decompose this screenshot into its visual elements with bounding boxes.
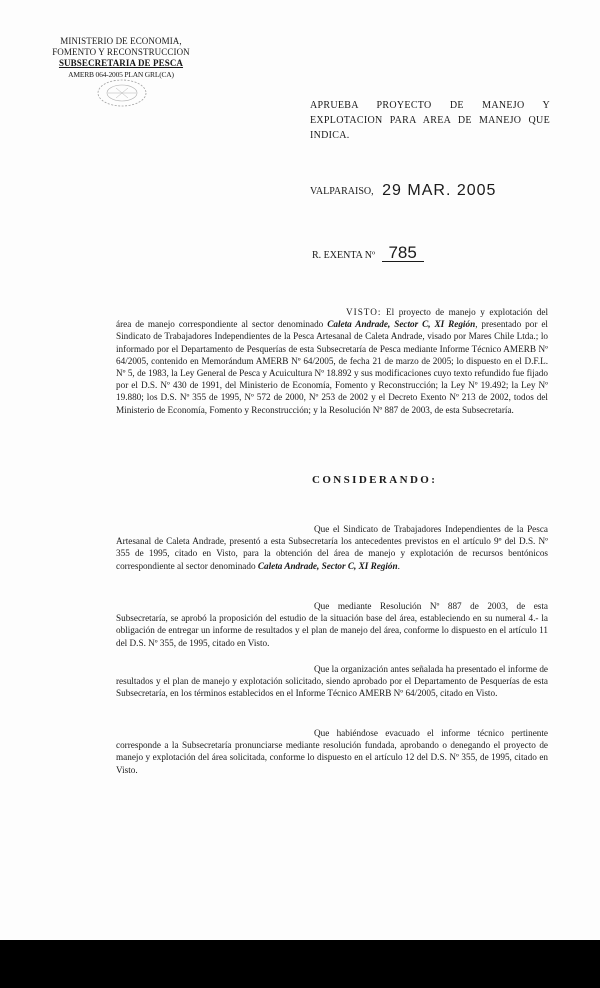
letterhead-ministry-cont: FOMENTO Y RECONSTRUCCION	[52, 47, 190, 57]
visto-lead: VISTO:	[346, 307, 382, 317]
considerando-paragraph-3: Que la organización antes señalada ha presentado el informe de resultados y el plan de manejo y explotación solicitado, siendo aprobado por el Departamento de Pesquerías de esta Subsecretaría, en los términos establecidos en el Informe Técnico AMERB Nº 64/2005, citado en Visto.	[116, 664, 548, 699]
considerando-paragraph-4: Que habiéndose evacuado el informe técnico pertinente corresponde a la Subsecretaría pronunciarse mediante resolución fundada, aprobando o denegando el proyecto de manejo y explotación del área solicitada, conforme lo dispuesto en el artículo 12 del D.S. Nº 355, de 1995, citado en Visto.	[116, 728, 548, 775]
stamp-seal-icon	[96, 78, 148, 108]
letterhead-reference: AMERB 064-2005 PLAN GRL(CA)	[68, 70, 174, 79]
visto-sector: Caleta Andrade, Sector C, XI Región	[327, 319, 476, 330]
date-stamp: 29 MAR. 2005	[382, 182, 497, 199]
document-subject: APRUEBA PROYECTO DE MANEJO Y EXPLOTACION PARA AREA DE MANEJO QUE INDICA.	[310, 100, 550, 141]
considerando-paragraph-1	[116, 523, 548, 572]
considerando-paragraph-2: Que mediante Resolución Nº 887 de 2003, de esta Subsecretaría, se aprobó la proposición del estudio de la situación base del área, estableciendo en su numeral 4.- la obligación de entregar un informe de resultados y el plan de manejo del área, conforme lo dispuesto en el artículo 11 del D.S. Nº 355, de 1995, citado en Visto.	[116, 601, 548, 648]
scan-bottom-border	[0, 940, 600, 988]
visto-text-1: El proyecto de manejo y explotación del área de manejo correspondiente al sector denominado	[116, 307, 549, 330]
letterhead-ministry: MINISTERIO DE ECONOMIA,	[60, 36, 182, 46]
considerando-1-text: Que el Sindicato de Trabajadores Independientes de la Pesca Artesanal de Caleta Andrade, presentó a esta Subsecretaría los antecedentes previstos en el artículo 9º del D.S. Nº 355 de 1995, citado en Visto, para la obtención del área de manejo y explotación de recursos bentónicos correspondiente al sector denominado	[116, 524, 548, 571]
visto-paragraph	[116, 306, 548, 416]
resolution-label: R. EXENTA Nº	[312, 250, 376, 261]
resolution-number: 785	[382, 244, 424, 262]
letterhead	[36, 36, 206, 80]
considerando-heading: CONSIDERANDO:	[312, 474, 438, 486]
considerando-1-end: .	[397, 560, 400, 571]
date-line	[310, 182, 496, 200]
date-place: VALPARAISO,	[310, 186, 374, 197]
resolution-number-line	[312, 244, 424, 262]
visto-text-2: , presentado por el Sindicato de Trabajadores Independientes de la Pesca Artesanal de Caleta Andrade, visado por Mares Chile Ltda.; lo informado por el Departamento de Pesquerías de esta Subsecretaría de Pesca mediante Informe Técnico AMERB Nº 64/2005, contenido en Memorándum AMERB Nº 64/2005, de fecha 21 de marzo de 2005; lo dispuesto en el D.F.L. Nº 5, de 1983, la Ley General de Pesca y Acuicultura Nº 18.892 y sus modificaciones cuyo texto refundido fue fijado por el D.S. Nº 430 de 1991, del Ministerio de Economía, Fomento y Reconstrucción; la Ley Nº 19.492; la Ley Nº 19.880; los D.S. Nº 355 de 1995, Nº 572 de 2000, Nº 253 de 2002 y el Decreto Exento Nº 213 de 2002, todos del Ministerio de Economía, Fomento y Reconstrucción; y la Resolución Nº 887 de 2003, de esta Subsecretaría.	[116, 319, 548, 415]
letterhead-subsecretaria: SUBSECRETARIA DE PESCA	[58, 58, 184, 68]
considerando-1-sector: Caleta Andrade, Sector C, XI Región	[257, 560, 398, 571]
